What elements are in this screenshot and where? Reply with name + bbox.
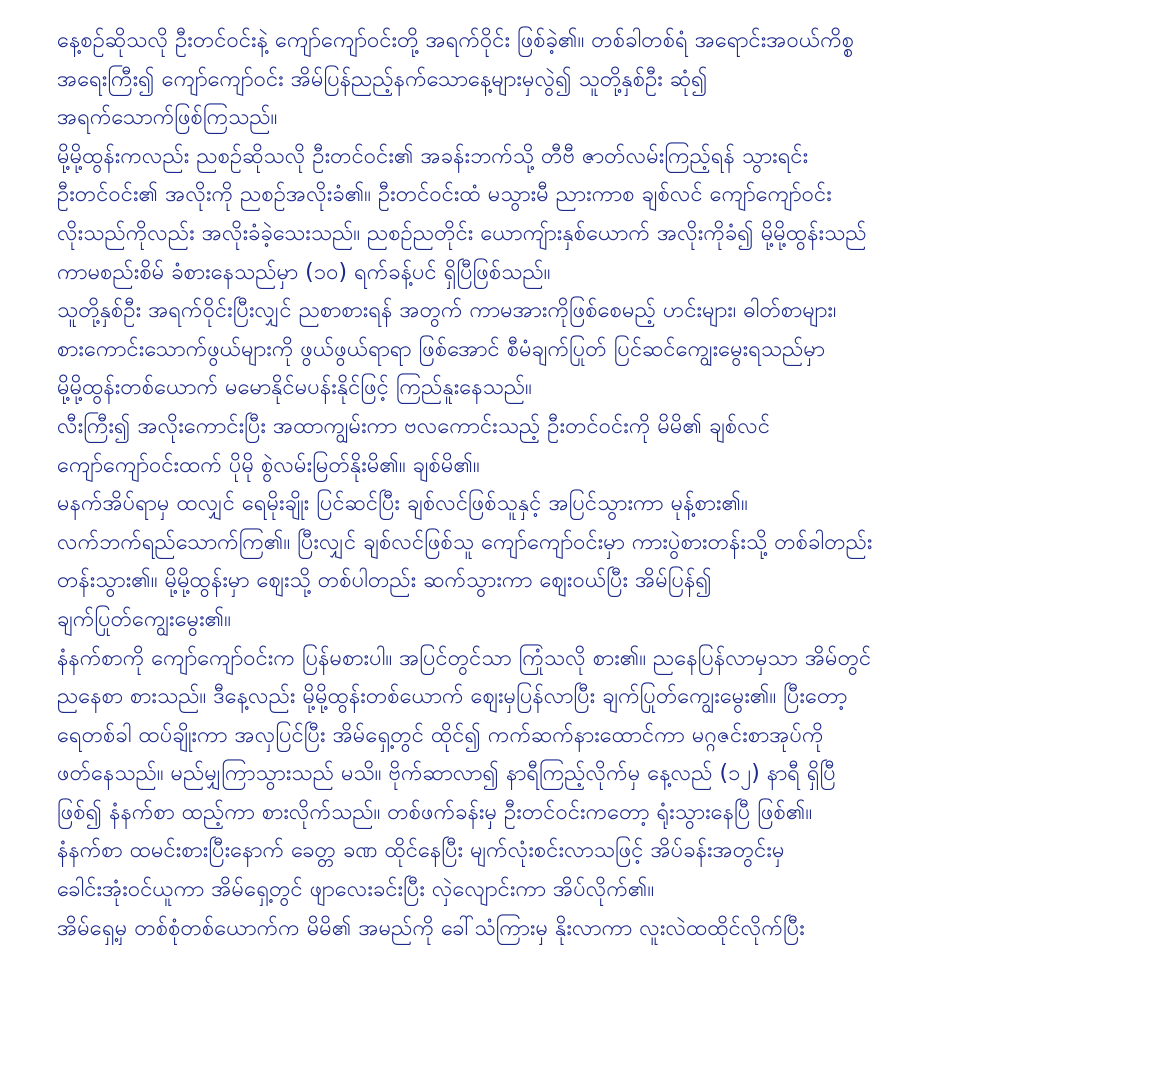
text-line-9: စားကောင်းသောက်ဖွယ်များကို ဖွယ်ဖွယ်ရာရာ ဖြစ်အောင် စီမံချက်ပြုတ် ပြင်ဆင်ကျွေးမွေးရသည်မှာ xyxy=(57,336,826,362)
text-line-21: ဖြစ်၍ နံနက်စာ ထည့်ကာ စားလိုက်သည်။ တစ်ဖက်ခန်းမှ ဦးတင်ဝင်းကတော့ ရုံးသွားနေပြီ ဖြစ်၏။ xyxy=(57,799,813,825)
text-line-20: ဖတ်နေသည်။ မည်မျှကြာသွားသည် မသိ။ ဗိုက်ဆာလာ၍ နာရီကြည့်လိုက်မှ နေ့လည် (၁၂) နာရီ ရှိပြီ xyxy=(57,761,836,787)
text-line-8: သူတို့နှစ်ဦး အရက်ဝိုင်းပြီးလျှင် ညစာစားရန် အတွက် ကာမအားကိုဖြစ်စေမည့် ဟင်းများ၊ ဓါတ်စာများ၊ xyxy=(57,298,837,324)
text-line-2: အရေးကြီး၍ ကျော်ကျော်ဝင်း အိမ်ပြန်ညည့်နက်သောနေ့များမှလွဲ၍ သူတို့နှစ်ဦး ဆုံ၍ xyxy=(57,66,708,92)
text-line-3: အရက်သောက်ဖြစ်ကြသည်။ xyxy=(57,105,278,131)
text-line-6: လိုးသည်ကိုလည်း အလိုးခံခဲ့သေးသည်။ ညစဉ်ညတိုင်း ယောကျ်ားနှစ်ယောက် အလိုးကိုခံ၍ မို့မို့ထွန်းသည် xyxy=(57,220,867,246)
text-line-13: မနက်အိပ်ရာမှ ထလျှင် ရေမိုးချိုး ပြင်ဆင်ပြီး ချစ်လင်ဖြစ်သူနှင့် အပြင်သွားကာ မုန့်စား၏။ xyxy=(57,491,748,517)
text-line-10: မို့မို့ထွန်းတစ်ယောက် မမောနိုင်မပန်းနိုင်ဖြင့် ကြည်နူးနေသည်။ xyxy=(57,375,532,401)
text-line-17: နံနက်စာကို ကျော်ကျော်ဝင်းက ပြန်မစားပါ။ အပြင်တွင်သာ ကြုံသလို စား၏။ ညနေပြန်လာမှသာ အိမ်တွင် xyxy=(57,645,872,671)
text-line-19: ရေတစ်ခါ ထပ်ချိုးကာ အလှပြင်ပြီး အိမ်ရှေ့တွင် ထိုင်၍ ကက်ဆက်နားထောင်ကာ မဂ္ဂဇင်းစာအုပ်ကို xyxy=(57,722,824,748)
text-line-4: မို့မို့ထွန်းကလည်း ညစဉ်ဆိုသလို ဦးတင်ဝင်း၏ အခန်းဘက်သို့ တီဗီ ဇာတ်လမ်းကြည့်ရန် သွားရင်း xyxy=(57,143,809,169)
text-line-15: တန်းသွား၏။ မို့မို့ထွန်းမှာ ဈေးသို့ တစ်ပါတည်း ဆက်သွားကာ ဈေးဝယ်ပြီး အိမ်ပြန်၍ xyxy=(57,568,712,594)
text-line-22: နံနက်စာ ထမင်းစားပြီးနောက် ခေတ္တ ခဏ ထိုင်နေပြီး မျက်လုံးစင်းလာသဖြင့် အိပ်ခန်းအတွင်းမှ xyxy=(57,838,785,864)
text-line-7: ကာမစည်းစိမ် ခံစားနေသည်မှာ (၁၀) ရက်ခန့်ပင် ရှိပြီဖြစ်သည်။ xyxy=(57,259,551,285)
text-line-1: နေ့စဉ်ဆိုသလို ဦးတင်ဝင်းနဲ့ ကျော်ကျော်ဝင်းတို့ အရက်ဝိုင်း ဖြစ်ခဲ့၏။ တစ်ခါတစ်ရံ အရောင်းအဝယ်ကိစ္စ xyxy=(57,28,855,53)
text-line-23: ခေါင်းအုံးဝင်ယူကာ အိမ်ရှေ့တွင် ဖျာလေးခင်းပြီး လှဲလျောင်းကာ အိပ်လိုက်၏။ xyxy=(57,877,655,903)
body-text xyxy=(57,22,1137,948)
text-line-24: အိမ်ရှေ့မှ တစ်စုံတစ်ယောက်က မိမိ၏ အမည်ကို ခေါ်သံကြားမှ နိုးလာကာ လူးလဲထထိုင်လိုက်ပြီး xyxy=(57,915,805,941)
text-line-12: ကျော်ကျော်ဝင်းထက် ပိုမို စွဲလမ်းမြတ်နိုးမိ၏။ ချစ်မိ၏။ xyxy=(57,452,480,478)
text-line-16: ချက်ပြုတ်ကျွေးမွေး၏။ xyxy=(57,606,231,632)
text-line-18: ညနေစာ စားသည်။ ဒီနေ့လည်း မို့မို့ထွန်းတစ်ယောက် ဈေးမှပြန်လာပြီး ချက်ပြုတ်ကျွေးမွေး၏။ ပြီးတော့ xyxy=(57,684,848,710)
text-line-11: လီးကြီး၍ အလိုးကောင်းပြီး အထာကျွမ်းကာ ဗလကောင်းသည့် ဦးတင်ဝင်းကို မိမိ၏ ချစ်လင် xyxy=(57,413,771,439)
text-line-14: လက်ဘက်ရည်သောက်ကြ၏။ ပြီးလျှင် ချစ်လင်ဖြစ်သူ ကျော်ကျော်ဝင်းမှာ ကားပွဲစားတန်းသို့ တစ်ခါတည်း xyxy=(57,529,873,555)
text-line-5: ဦးတင်ဝင်း၏ အလိုးကို ညစဉ်အလိုးခံ၏။ ဦးတင်ဝင်းထံ မသွားမီ ညားကာစ ချစ်လင် ကျော်ကျော်ဝင်း xyxy=(57,182,832,208)
